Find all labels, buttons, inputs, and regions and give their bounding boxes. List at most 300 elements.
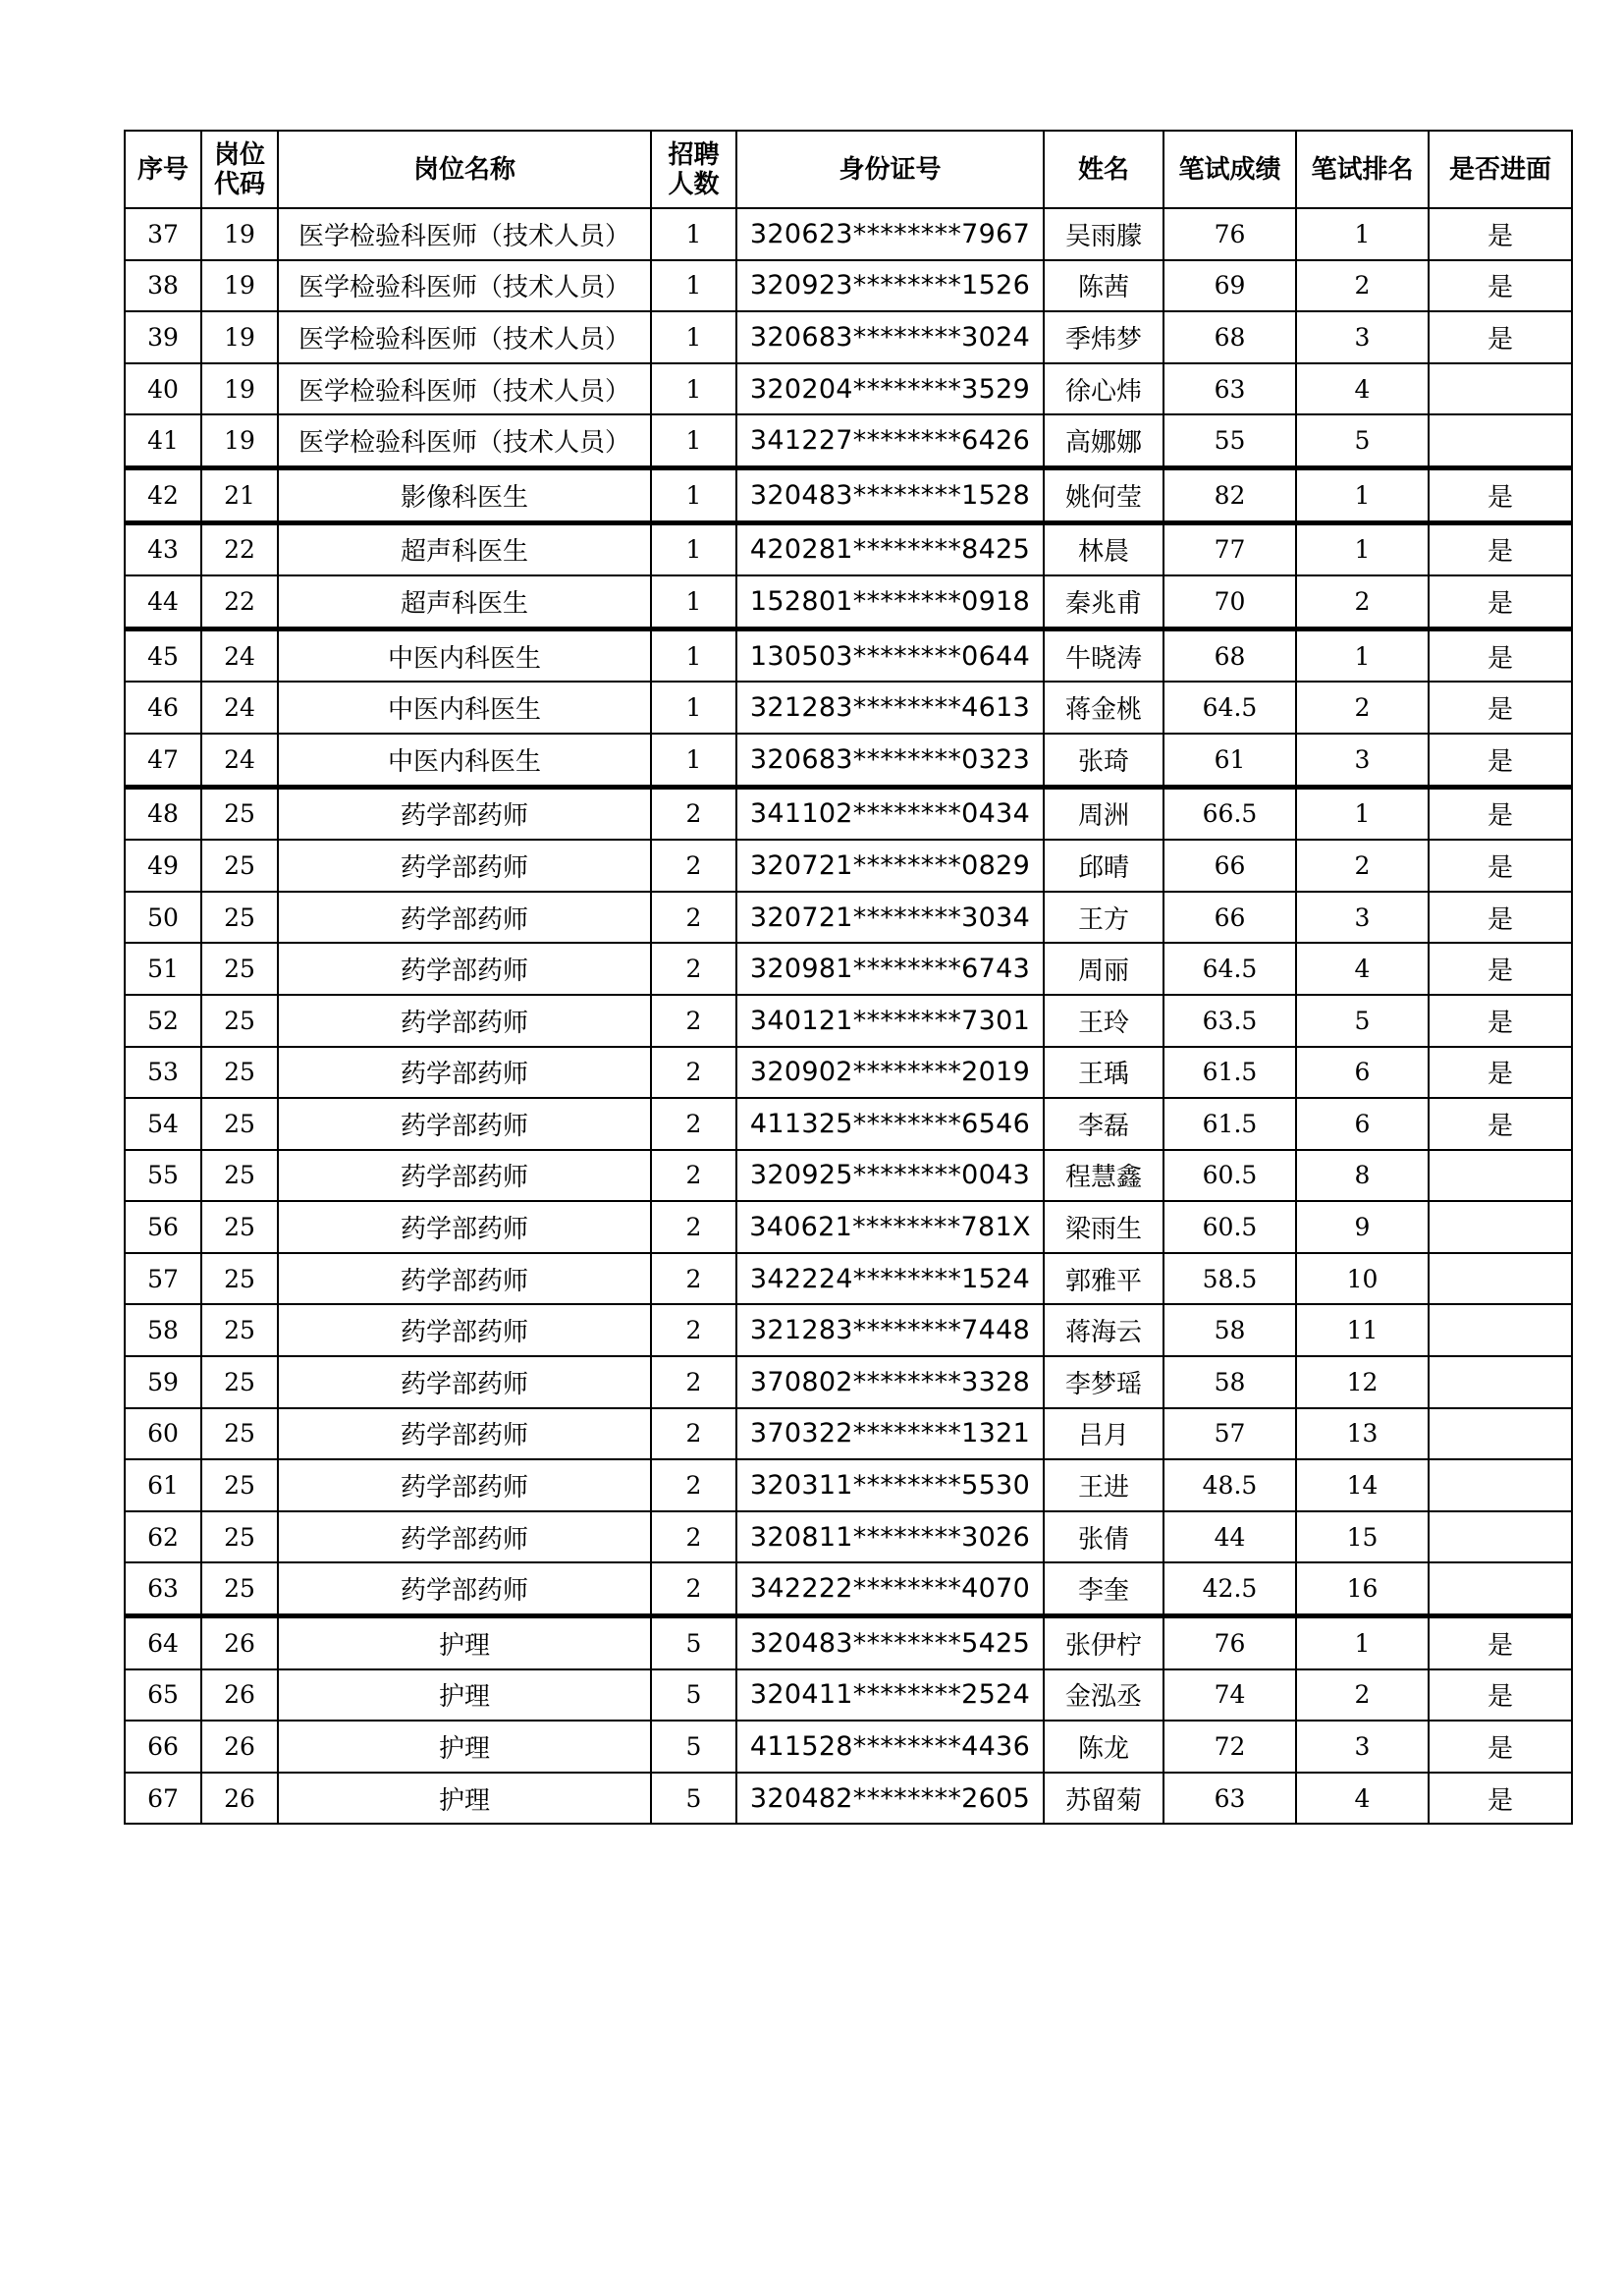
id-number-cell: 320923********1526 [736, 260, 1044, 312]
header-interview: 是否进面 [1429, 131, 1572, 208]
seq-cell: 58 [125, 1304, 201, 1356]
post-name-cell: 中医内科医生 [278, 629, 651, 682]
id-number-cell: 320683********3024 [736, 311, 1044, 363]
id-number-cell: 370802********3328 [736, 1356, 1044, 1408]
interview-cell [1429, 1562, 1572, 1615]
post-name-cell: 药学部药师 [278, 1098, 651, 1150]
id-number-cell: 411528********4436 [736, 1721, 1044, 1773]
name-cell: 王进 [1044, 1459, 1163, 1511]
id-number-cell: 152801********0918 [736, 575, 1044, 629]
interview-cell: 是 [1429, 629, 1572, 682]
quota-cell: 1 [651, 208, 736, 260]
quota-cell: 5 [651, 1721, 736, 1773]
post-name-cell: 药学部药师 [278, 1047, 651, 1099]
post-name-cell: 药学部药师 [278, 995, 651, 1047]
id-number-cell: 320204********3529 [736, 363, 1044, 415]
score-cell: 60.5 [1163, 1150, 1296, 1202]
post-name-cell: 药学部药师 [278, 1459, 651, 1511]
table-row [125, 892, 1572, 944]
seq-cell: 41 [125, 414, 201, 467]
name-cell: 郭雅平 [1044, 1253, 1163, 1305]
table-row [125, 467, 1572, 522]
score-cell: 66 [1163, 840, 1296, 892]
name-cell: 李梦瑶 [1044, 1356, 1163, 1408]
score-cell: 55 [1163, 414, 1296, 467]
name-cell: 王方 [1044, 892, 1163, 944]
rank-cell: 3 [1296, 892, 1429, 944]
quota-cell: 2 [651, 1253, 736, 1305]
rank-cell: 4 [1296, 943, 1429, 995]
quota-cell: 1 [651, 522, 736, 575]
post-name-cell: 影像科医生 [278, 467, 651, 522]
id-number-cell: 321283********7448 [736, 1304, 1044, 1356]
score-cell: 58.5 [1163, 1253, 1296, 1305]
post-code-cell: 25 [201, 1562, 278, 1615]
table-row [125, 575, 1572, 629]
table-row [125, 1356, 1572, 1408]
score-cell: 66.5 [1163, 787, 1296, 840]
name-cell: 吕月 [1044, 1408, 1163, 1460]
post-name-cell: 药学部药师 [278, 892, 651, 944]
rank-cell: 6 [1296, 1098, 1429, 1150]
interview-cell: 是 [1429, 734, 1572, 787]
name-cell: 蒋金桃 [1044, 682, 1163, 734]
table-row [125, 943, 1572, 995]
score-cell: 42.5 [1163, 1562, 1296, 1615]
post-code-cell: 25 [201, 892, 278, 944]
quota-cell: 2 [651, 1150, 736, 1202]
post-code-cell: 25 [201, 1408, 278, 1460]
table-row [125, 414, 1572, 467]
name-cell: 王瑀 [1044, 1047, 1163, 1099]
name-cell: 李奎 [1044, 1562, 1163, 1615]
interview-cell [1429, 1253, 1572, 1305]
interview-cell: 是 [1429, 682, 1572, 734]
post-code-cell: 25 [201, 995, 278, 1047]
id-number-cell: 411325********6546 [736, 1098, 1044, 1150]
id-number-cell: 370322********1321 [736, 1408, 1044, 1460]
rank-cell: 3 [1296, 1721, 1429, 1773]
quota-cell: 2 [651, 1356, 736, 1408]
score-cell: 63 [1163, 1773, 1296, 1825]
score-cell: 76 [1163, 1616, 1296, 1669]
score-cell: 61.5 [1163, 1098, 1296, 1150]
id-number-cell: 320411********2524 [736, 1669, 1044, 1722]
quota-cell: 1 [651, 629, 736, 682]
score-cell: 44 [1163, 1511, 1296, 1563]
id-number-cell: 320721********0829 [736, 840, 1044, 892]
seq-cell: 63 [125, 1562, 201, 1615]
name-cell: 林晨 [1044, 522, 1163, 575]
post-name-cell: 药学部药师 [278, 1562, 651, 1615]
seq-cell: 39 [125, 311, 201, 363]
post-code-cell: 25 [201, 1098, 278, 1150]
post-name-cell: 药学部药师 [278, 1408, 651, 1460]
post-code-cell: 19 [201, 414, 278, 467]
post-code-cell: 19 [201, 311, 278, 363]
seq-cell: 47 [125, 734, 201, 787]
score-cell: 58 [1163, 1356, 1296, 1408]
quota-cell: 2 [651, 1304, 736, 1356]
table-row [125, 1562, 1572, 1615]
table-row [125, 734, 1572, 787]
post-name-cell: 药学部药师 [278, 1150, 651, 1202]
score-cell: 72 [1163, 1721, 1296, 1773]
table-row [125, 629, 1572, 682]
rank-cell: 5 [1296, 414, 1429, 467]
name-cell: 邱晴 [1044, 840, 1163, 892]
seq-cell: 37 [125, 208, 201, 260]
post-name-cell: 药学部药师 [278, 1201, 651, 1253]
quota-cell: 2 [651, 995, 736, 1047]
seq-cell: 66 [125, 1721, 201, 1773]
table-row [125, 522, 1572, 575]
quota-cell: 1 [651, 467, 736, 522]
post-code-cell: 24 [201, 629, 278, 682]
seq-cell: 64 [125, 1616, 201, 1669]
table-row [125, 1669, 1572, 1722]
seq-cell: 43 [125, 522, 201, 575]
score-cell: 68 [1163, 629, 1296, 682]
rank-cell: 6 [1296, 1047, 1429, 1099]
interview-cell [1429, 363, 1572, 415]
seq-cell: 67 [125, 1773, 201, 1825]
interview-cell: 是 [1429, 1669, 1572, 1722]
seq-cell: 46 [125, 682, 201, 734]
rank-cell: 10 [1296, 1253, 1429, 1305]
score-cell: 61 [1163, 734, 1296, 787]
interview-cell: 是 [1429, 1098, 1572, 1150]
seq-cell: 56 [125, 1201, 201, 1253]
table-row [125, 1098, 1572, 1150]
table-row [125, 1253, 1572, 1305]
name-cell: 徐心炜 [1044, 363, 1163, 415]
interview-cell: 是 [1429, 787, 1572, 840]
id-number-cell: 320811********3026 [736, 1511, 1044, 1563]
id-number-cell: 320483********5425 [736, 1616, 1044, 1669]
post-name-cell: 中医内科医生 [278, 682, 651, 734]
id-number-cell: 320925********0043 [736, 1150, 1044, 1202]
interview-cell: 是 [1429, 1047, 1572, 1099]
header-quota-line2: 人数 [668, 169, 720, 199]
score-cell: 63.5 [1163, 995, 1296, 1047]
header-quota-line1: 招聘 [668, 139, 720, 170]
post-name-cell: 医学检验科医师（技术人员） [278, 260, 651, 312]
rank-cell: 1 [1296, 208, 1429, 260]
rank-cell: 12 [1296, 1356, 1429, 1408]
id-number-cell: 320721********3034 [736, 892, 1044, 944]
id-number-cell: 320482********2605 [736, 1773, 1044, 1825]
table-row [125, 1408, 1572, 1460]
post-code-cell: 26 [201, 1721, 278, 1773]
seq-cell: 51 [125, 943, 201, 995]
score-cell: 63 [1163, 363, 1296, 415]
rank-cell: 4 [1296, 1773, 1429, 1825]
rank-cell: 2 [1296, 1669, 1429, 1722]
rank-cell: 1 [1296, 1616, 1429, 1669]
score-cell: 74 [1163, 1669, 1296, 1722]
id-number-cell: 130503********0644 [736, 629, 1044, 682]
seq-cell: 57 [125, 1253, 201, 1305]
post-code-cell: 25 [201, 787, 278, 840]
id-number-cell: 320623********7967 [736, 208, 1044, 260]
name-cell: 季炜梦 [1044, 311, 1163, 363]
rank-cell: 1 [1296, 629, 1429, 682]
seq-cell: 53 [125, 1047, 201, 1099]
post-code-cell: 25 [201, 1304, 278, 1356]
post-code-cell: 19 [201, 208, 278, 260]
post-name-cell: 医学检验科医师（技术人员） [278, 414, 651, 467]
quota-cell: 2 [651, 943, 736, 995]
post-name-cell: 药学部药师 [278, 1356, 651, 1408]
header-quota [651, 131, 736, 208]
name-cell: 秦兆甫 [1044, 575, 1163, 629]
rank-cell: 15 [1296, 1511, 1429, 1563]
interview-cell: 是 [1429, 1721, 1572, 1773]
score-cell: 64.5 [1163, 682, 1296, 734]
table-row [125, 260, 1572, 312]
post-code-cell: 26 [201, 1773, 278, 1825]
rank-cell: 9 [1296, 1201, 1429, 1253]
score-cell: 57 [1163, 1408, 1296, 1460]
post-code-cell: 25 [201, 1201, 278, 1253]
id-number-cell: 320311********5530 [736, 1459, 1044, 1511]
table-row [125, 1047, 1572, 1099]
quota-cell: 1 [651, 734, 736, 787]
header-row [125, 131, 1572, 208]
quota-cell: 2 [651, 1098, 736, 1150]
name-cell: 周丽 [1044, 943, 1163, 995]
seq-cell: 59 [125, 1356, 201, 1408]
interview-cell: 是 [1429, 892, 1572, 944]
id-number-cell: 340121********7301 [736, 995, 1044, 1047]
interview-cell [1429, 1408, 1572, 1460]
interview-cell: 是 [1429, 208, 1572, 260]
table-row [125, 311, 1572, 363]
rank-cell: 13 [1296, 1408, 1429, 1460]
interview-cell [1429, 1150, 1572, 1202]
id-number-cell: 320981********6743 [736, 943, 1044, 995]
score-cell: 64.5 [1163, 943, 1296, 995]
name-cell: 张倩 [1044, 1511, 1163, 1563]
interview-cell [1429, 1201, 1572, 1253]
interview-cell: 是 [1429, 943, 1572, 995]
seq-cell: 44 [125, 575, 201, 629]
post-name-cell: 药学部药师 [278, 943, 651, 995]
table-row [125, 1150, 1572, 1202]
quota-cell: 2 [651, 1511, 736, 1563]
name-cell: 高娜娜 [1044, 414, 1163, 467]
rank-cell: 2 [1296, 575, 1429, 629]
rank-cell: 5 [1296, 995, 1429, 1047]
post-code-cell: 25 [201, 1459, 278, 1511]
interview-cell: 是 [1429, 575, 1572, 629]
rank-cell: 11 [1296, 1304, 1429, 1356]
seq-cell: 61 [125, 1459, 201, 1511]
interview-cell: 是 [1429, 1773, 1572, 1825]
quota-cell: 1 [651, 311, 736, 363]
post-name-cell: 药学部药师 [278, 1511, 651, 1563]
seq-cell: 60 [125, 1408, 201, 1460]
post-code-cell: 25 [201, 943, 278, 995]
interview-cell: 是 [1429, 522, 1572, 575]
score-cell: 66 [1163, 892, 1296, 944]
interview-cell [1429, 414, 1572, 467]
post-name-cell: 药学部药师 [278, 1304, 651, 1356]
seq-cell: 49 [125, 840, 201, 892]
table-row [125, 682, 1572, 734]
post-code-cell: 22 [201, 522, 278, 575]
quota-cell: 5 [651, 1669, 736, 1722]
quota-cell: 1 [651, 414, 736, 467]
id-number-cell: 320483********1528 [736, 467, 1044, 522]
interview-cell: 是 [1429, 840, 1572, 892]
header-name: 姓名 [1044, 131, 1163, 208]
interview-cell: 是 [1429, 260, 1572, 312]
rank-cell: 3 [1296, 311, 1429, 363]
name-cell: 周洲 [1044, 787, 1163, 840]
id-number-cell: 340621********781X [736, 1201, 1044, 1253]
rank-cell: 1 [1296, 522, 1429, 575]
post-code-cell: 19 [201, 363, 278, 415]
seq-cell: 52 [125, 995, 201, 1047]
header-post-name: 岗位名称 [278, 131, 651, 208]
rank-cell: 3 [1296, 734, 1429, 787]
post-name-cell: 药学部药师 [278, 1253, 651, 1305]
name-cell: 苏留菊 [1044, 1773, 1163, 1825]
post-code-cell: 26 [201, 1669, 278, 1722]
rank-cell: 4 [1296, 363, 1429, 415]
score-cell: 69 [1163, 260, 1296, 312]
seq-cell: 38 [125, 260, 201, 312]
post-code-cell: 26 [201, 1616, 278, 1669]
name-cell: 程慧鑫 [1044, 1150, 1163, 1202]
id-number-cell: 342224********1524 [736, 1253, 1044, 1305]
post-name-cell: 超声科医生 [278, 522, 651, 575]
id-number-cell: 342222********4070 [736, 1562, 1044, 1615]
results-table [124, 130, 1573, 1825]
name-cell: 牛晓涛 [1044, 629, 1163, 682]
quota-cell: 2 [651, 840, 736, 892]
interview-cell [1429, 1511, 1572, 1563]
seq-cell: 48 [125, 787, 201, 840]
table-row [125, 1616, 1572, 1669]
post-name-cell: 护理 [278, 1773, 651, 1825]
interview-cell [1429, 1459, 1572, 1511]
interview-cell: 是 [1429, 995, 1572, 1047]
score-cell: 48.5 [1163, 1459, 1296, 1511]
rank-cell: 2 [1296, 840, 1429, 892]
seq-cell: 45 [125, 629, 201, 682]
quota-cell: 5 [651, 1616, 736, 1669]
post-code-cell: 25 [201, 1356, 278, 1408]
name-cell: 张伊柠 [1044, 1616, 1163, 1669]
post-code-cell: 25 [201, 1253, 278, 1305]
seq-cell: 50 [125, 892, 201, 944]
interview-cell: 是 [1429, 311, 1572, 363]
seq-cell: 40 [125, 363, 201, 415]
name-cell: 李磊 [1044, 1098, 1163, 1150]
table-row [125, 1459, 1572, 1511]
name-cell: 蒋海云 [1044, 1304, 1163, 1356]
post-name-cell: 医学检验科医师（技术人员） [278, 363, 651, 415]
post-name-cell: 医学检验科医师（技术人员） [278, 311, 651, 363]
score-cell: 60.5 [1163, 1201, 1296, 1253]
post-name-cell: 护理 [278, 1721, 651, 1773]
quota-cell: 2 [651, 1201, 736, 1253]
score-cell: 77 [1163, 522, 1296, 575]
post-code-cell: 25 [201, 1150, 278, 1202]
name-cell: 姚何莹 [1044, 467, 1163, 522]
post-code-cell: 25 [201, 1511, 278, 1563]
quota-cell: 2 [651, 1459, 736, 1511]
table-row [125, 1721, 1572, 1773]
name-cell: 陈茜 [1044, 260, 1163, 312]
score-cell: 70 [1163, 575, 1296, 629]
score-cell: 68 [1163, 311, 1296, 363]
header-rank: 笔试排名 [1296, 131, 1429, 208]
seq-cell: 42 [125, 467, 201, 522]
interview-cell: 是 [1429, 467, 1572, 522]
post-name-cell: 医学检验科医师（技术人员） [278, 208, 651, 260]
post-name-cell: 护理 [278, 1669, 651, 1722]
post-name-cell: 药学部药师 [278, 840, 651, 892]
name-cell: 张琦 [1044, 734, 1163, 787]
quota-cell: 2 [651, 787, 736, 840]
id-number-cell: 320902********2019 [736, 1047, 1044, 1099]
header-score: 笔试成绩 [1163, 131, 1296, 208]
score-cell: 61.5 [1163, 1047, 1296, 1099]
interview-cell [1429, 1304, 1572, 1356]
rank-cell: 2 [1296, 682, 1429, 734]
quota-cell: 1 [651, 682, 736, 734]
interview-cell [1429, 1356, 1572, 1408]
post-name-cell: 药学部药师 [278, 787, 651, 840]
post-code-cell: 24 [201, 734, 278, 787]
header-post-code-line1: 岗位 [213, 139, 265, 170]
table-row [125, 1773, 1572, 1825]
table-row [125, 208, 1572, 260]
table-row [125, 787, 1572, 840]
rank-cell: 2 [1296, 260, 1429, 312]
rank-cell: 16 [1296, 1562, 1429, 1615]
table-body [125, 208, 1572, 1824]
name-cell: 陈龙 [1044, 1721, 1163, 1773]
id-number-cell: 341227********6426 [736, 414, 1044, 467]
name-cell: 吴雨朦 [1044, 208, 1163, 260]
rank-cell: 8 [1296, 1150, 1429, 1202]
name-cell: 金泓丞 [1044, 1669, 1163, 1722]
name-cell: 梁雨生 [1044, 1201, 1163, 1253]
post-code-cell: 22 [201, 575, 278, 629]
post-name-cell: 超声科医生 [278, 575, 651, 629]
post-code-cell: 24 [201, 682, 278, 734]
post-code-cell: 19 [201, 260, 278, 312]
post-name-cell: 护理 [278, 1616, 651, 1669]
table-row [125, 1511, 1572, 1563]
table-row [125, 995, 1572, 1047]
header-post-code [201, 131, 278, 208]
header-seq: 序号 [125, 131, 201, 208]
rank-cell: 1 [1296, 787, 1429, 840]
table-row [125, 1304, 1572, 1356]
quota-cell: 2 [651, 892, 736, 944]
quota-cell: 2 [651, 1047, 736, 1099]
id-number-cell: 420281********8425 [736, 522, 1044, 575]
table-row [125, 1201, 1572, 1253]
score-cell: 82 [1163, 467, 1296, 522]
seq-cell: 65 [125, 1669, 201, 1722]
